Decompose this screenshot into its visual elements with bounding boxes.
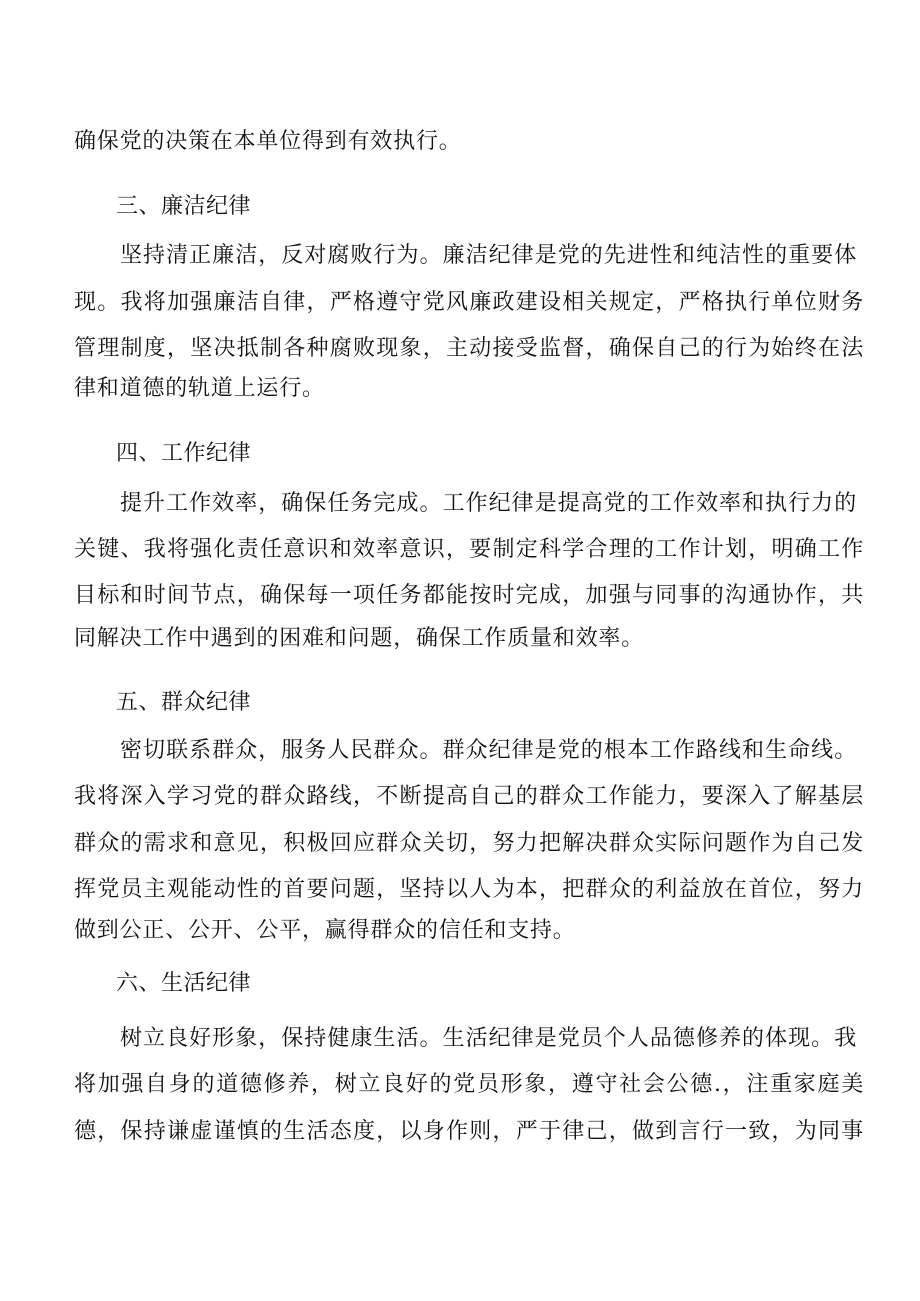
paragraph-line: 挥党员主观能动性的首要问题，坚持以人为本，把群众的利益放在首位，努力 [74,877,864,902]
paragraph-line: 律和道德的轨道上运行。 [74,376,325,401]
paragraph-line: 关键、我将强化责任意识和效率意识，要制定科学合理的工作计划，明确工作 [74,537,864,562]
section-heading-4: 四、工作纪律 [116,441,252,466]
paragraph-line: 群众的需求和意见，积极回应群众关切，努力把解决群众实际问题作为自己发 [74,831,864,856]
continuation-line: 确保党的决策在本单位得到有效执行。 [74,129,462,154]
paragraph-line: 坚持清正廉洁，反对腐败行为。廉洁纪律是党的先进性和纯洁性的重要体 [120,243,857,268]
paragraph-line: 同解决工作中遇到的困难和问题，确保工作质量和效率。 [74,626,645,651]
section-heading-6: 六、生活纪律 [116,971,252,996]
section-heading-5: 五、群众纪律 [116,690,252,715]
paragraph-line: 提升工作效率，确保任务完成。工作纪律是提高党的工作效率和执行力的 [120,491,857,516]
paragraph-line: 我将深入学习党的群众路线，不断提高自己的群众工作能力，要深入了解基层 [74,784,864,809]
paragraph-line: 现。我将加强廉洁自律，严格遵守党风廉政建设相关规定，严格执行单位财务 [74,290,864,315]
paragraph-line: 做到公正、公开、公平，赢得群众的信任和支持。 [74,918,576,943]
paragraph-line: 目标和时间节点，确保每一项任务都能按时完成，加强与同事的沟通协作，共 [74,583,864,608]
paragraph-line: 德，保持谦虚谨慎的生活态度，以身作则，严于律己，做到言行一致，为同事 [74,1119,864,1144]
paragraph-line: 将加强自身的道德修养，树立良好的党员形象，遵守社会公德.，注重家庭美 [74,1072,864,1097]
paragraph-line: 树立良好形象，保持健康生活。生活纪律是党员个人品德修养的体现。我 [120,1026,857,1051]
paragraph-line: 密切联系群众，服务人民群众。群众纪律是党的根本工作路线和生命线。 [120,738,857,763]
paragraph-line: 管理制度，坚决抵制各种腐败现象，主动接受监督，确保自己的行为始终在法 [74,336,864,361]
section-heading-3: 三、廉洁纪律 [116,194,252,219]
